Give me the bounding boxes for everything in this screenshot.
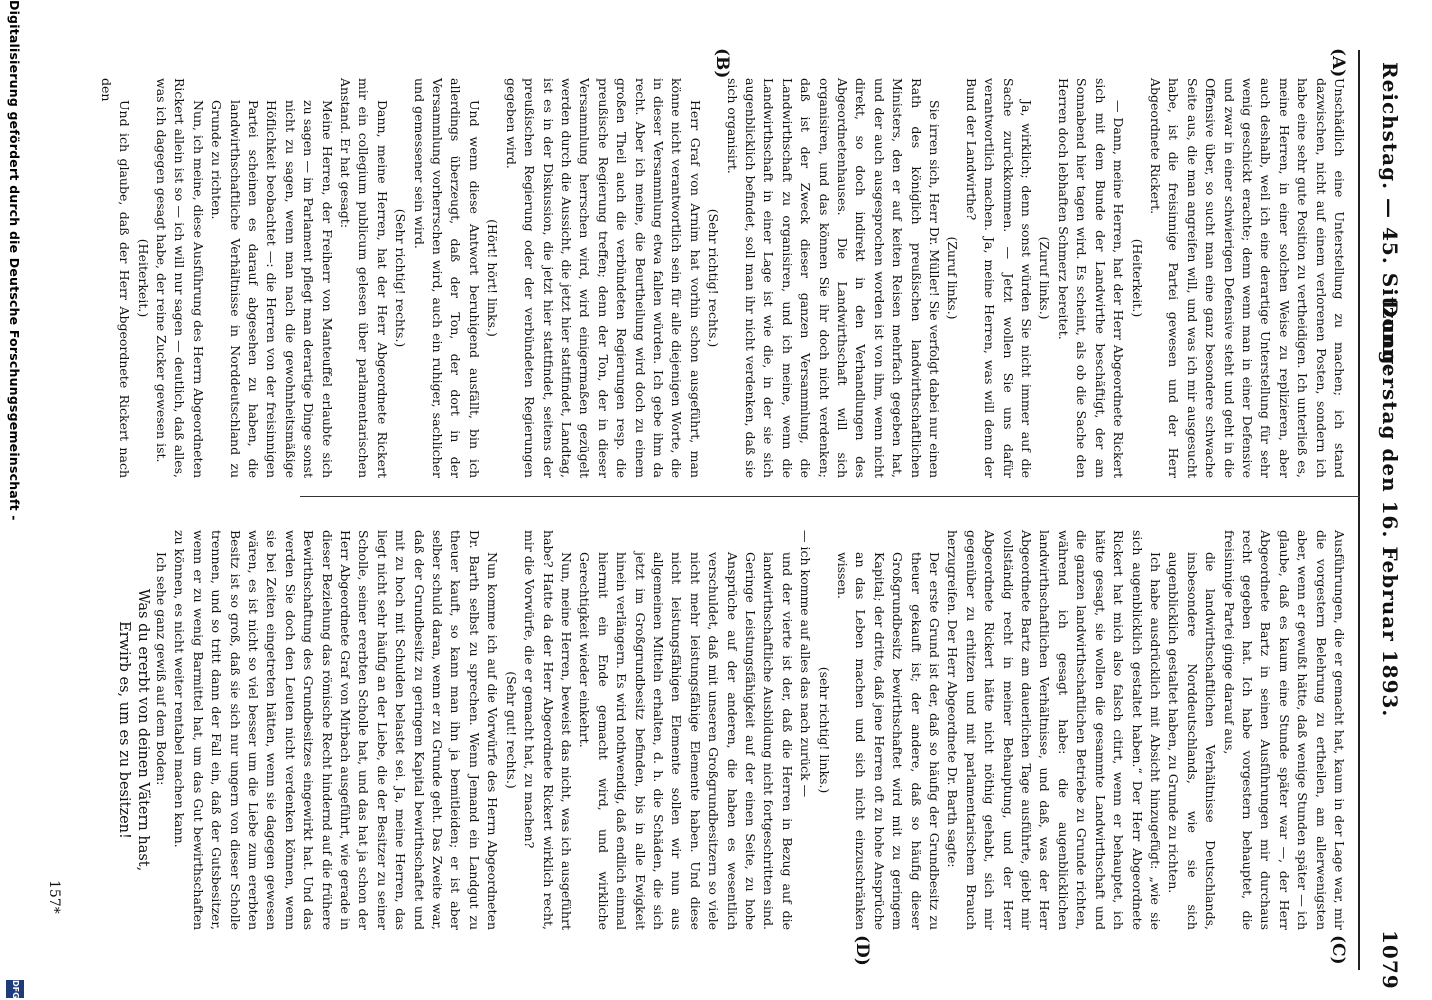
interjection: (sehr richtig! links.) bbox=[816, 666, 832, 794]
margin-marker-d: (D) bbox=[852, 935, 872, 966]
paragraph: Unschädlich eine Unterstellung zu machen; ich stand dazwischen, nicht auf einem verlorenen Posten, sondern ich habe eine sehr gute Position zu vertheidigen. Ich unterließ es, meine Herren, in einer solchen Weise zu replizieren, aber auch deshalb, weil ich eine derartige Unterstellung für sehr wenig geschickt erachte; denn wenn man in einer Defensive und zwar in einer schwierigen Defensive steht und geht in die Offensive über, so sucht man eine ganz besondere schwache Seite aus, die man angreifen will, und was ich mir ausgesucht habe, ist die freisinnige Partei gewesen und der Herr Abgeordnete Rickert. bbox=[1147, 78, 1347, 478]
interjection: (Sehr richtig! rechts.) bbox=[706, 208, 722, 348]
paragraph: Dann, meine Herren, hat der Herr Abgeordnete Rickert mir ein collegium publicum gelesen über parlamentarischen Anstand. Er hat gesagt: bbox=[338, 78, 390, 478]
dfg-logo-icon: DFG bbox=[6, 980, 24, 998]
margin-marker-c: (C) bbox=[1328, 935, 1348, 965]
quotation: Der erste Grund ist der, daß so häufig der Grundbesitz zu theuer gekauft ist; der andere, daß so häufig dieser Großgrundbesitz bewirthschaftet wird mit zu geringem Kapital; der dritte, daß jene Herren oft zu hohe Ansprüche an das Leben machen und sich nicht einzuschränken wissen. bbox=[835, 552, 943, 930]
paragraph: Nun komme ich auf die Vorwürfe des Herrn Abgeordneten Dr. Barth selbst zu sprechen. Wenn Jemand ein Landgut zu theuer kauft, so kann man ihn ja bemitleiden; er ist aber selber schuld daran, wenn er zu Grunde geht. Das Zweite war, daß der Grundbesitz zu geringem Kapital bewirthschaftet und mit zu hoch mit Schulden belastet sei. Ja, meine Herren, das liegt nicht sehr häufig an der Liebe, die der Besitzer zu seiner Scholle, seiner ererbten Scholle hat, und das hat ja schon der Herr Abgeordnete Graf von Mirbach ausgeführt, wie gerade in dieser Beziehung das römische Recht hindernd auf die frühere Bewirthschaftung des Grundbesitzes eingewirkt hat. Und das werden Sie doch den Leuten nicht verdenken können, wenn sie bei Zeiten eingetreten hätten, wenn sie dagegen gewesen wären, es ist nicht so viel besser um die Liebe zum ererbten Besitz ist so groß, daß sie sich nur ungern von dieser Scholle trennen, und so tritt dann der Fall ein, daß der Gutsbesitzer, wenn er zu wenig Barmittel hat, um das Gut bewirthschaften zu können, es nicht weiter rentabel machen kann. bbox=[172, 530, 501, 930]
column-divider bbox=[300, 496, 1360, 497]
paragraph: Sie irren sich, Herr Dr. Müller! Sie verfolgt dabei nur einen Rath des königlich preußischen landwirthschaftlichen Ministers, den er auf keiten Reisen mehrfach gegeben hat, und der auch ausgesprochen worden ist von ihm, wenn nicht direkt, so doch indirekt in den Verhandlungen des Abgeordnetenhauses. Die Landwirthschaft will sich organisiren, und das können Sie ihr doch nicht verdenken; daß ist der Zweck dieser ganzen Versammlung, die Landwirthschaft zu organisiren, und ich meine, wenn die Landwirthschaft in einer Lage ist wie die, in der sie sich augenblicklich befindet, soll man ihr nicht verdenken, daß sie sich organisirt. bbox=[724, 78, 943, 479]
page-number: 1079 bbox=[1378, 930, 1402, 990]
quotation: die landwirthschaftlichen Verhältnisse Deutschlands, insbesondere Norddeutschlands, wie sie sich augenblicklich gestaltet haben, zu Grunde zu richten. bbox=[1166, 552, 1219, 930]
digitization-footer bbox=[0, 0, 28, 1000]
interjection: (Sehr gut! rechts.) bbox=[503, 671, 519, 789]
interjection: (Heiterkeit.) bbox=[135, 238, 151, 318]
interjection: (Heiterkeit.) bbox=[1129, 238, 1145, 318]
paragraph: Ich sehe ganz gewiß auf dem Boden: bbox=[154, 552, 169, 786]
paragraph: — ich komme auf alles das nach zurück — bbox=[798, 530, 814, 798]
interjection: (Sehr richtig! rechts.) bbox=[393, 208, 409, 348]
margin-marker-a: (A) bbox=[1328, 48, 1348, 78]
quotation: Meine Herren, der Freiherr von Manteuffel erlaubte sich zu sagen — im Parlament pflegt man derartige Dinge sonst nicht zu sagen, wenn man nach die gewohnheitsmäßige Höflichkeit beobachtet —: die Herren von der freisinnigen Partei scheinen es darauf abgesehen zu haben, die landwirthschaftliche Verhältnisse in Norddeutschland zu Grunde zu richten. bbox=[209, 100, 335, 478]
paragraph: Und ich glaube, daß der Herr Abgeordnete Rickert nach den bbox=[98, 78, 133, 478]
margin-marker-b: (B) bbox=[712, 48, 732, 79]
paragraph: — Dann, meine Herren, hat der Herr Abgeordnete Rickert sich mit dem Bunde der Landwirthe beschäftigt, der am Sonnabend hier tagen wird. Es scheint, als ob die Sache den Herren doch lebhaften Schmerz bereitet. bbox=[1055, 78, 1127, 478]
header-date: Donnerstag den 16. Februar 1893. bbox=[1378, 300, 1402, 718]
paragraph: Herr Graf von Arnim hat vorhin schon ausgeführt, man könne nicht verantwortlich sein für alle diejenigen Worte, die in dieser Versammlung etwa fallen würden. Ich gebe ihm da recht. Aber ich meine, die Beurtheilung wird doch zu einem großen Theil auch die verbündeten Regierungen resp. die preußische Regierung treffen; denn der Ton, der in dieser Versammlung herrschen wird, wird einigermaßen gezügelt werden durch die Aussicht, die jetzt hier stattfindet, Landtag, ist es in der Diskussion, die jetzt hier stattfindet, seitens der preußischen Regierung oder der verbündeten Regierungen gegeben wird. bbox=[503, 78, 703, 478]
paragraph: Ausführungen, die er gemacht hat, kaum in der Lage war, mir die vorgestern Belehrung zu ertheilen, am allerwenigsten aber, wenn er gewußt hätte, daß wenige Stunden später — ich glaube, daß es kaum eine Stunde später war —, der Herr Abgeordnete Bartz in seinen Ausführungen mir durchaus recht gegeben hat. Ich habe vorgestern behauptet, die freisinnige Partei ginge darauf aus, bbox=[1221, 530, 1347, 930]
page-signature: 157* bbox=[46, 880, 62, 914]
header-rule bbox=[1358, 50, 1360, 970]
header-title: Reichstag. — 45. Sitzung. bbox=[1378, 62, 1402, 374]
paragraph: Nun, ich meine, diese Ausführung des Herrn Abgeordneten Rickert allein ist so — ich will nur sagen — deutlich, daß alles, was ich dagegen gesagt habe, der reine Zucker gewesen ist. bbox=[154, 78, 206, 479]
right-column bbox=[115, 530, 1348, 930]
interjection: (Zuruf links.) bbox=[1037, 236, 1053, 320]
footer-credit: Digitalisierung gefördert durch die Deutsche Forschungsgemeinschaft - bbox=[7, 0, 22, 521]
verse-line: Erwirb es, um es zu besitzen! bbox=[116, 621, 133, 839]
interjection: (Hört! hört! links.) bbox=[485, 219, 501, 337]
interjection: (Zuruf links.) bbox=[945, 236, 961, 320]
paragraph: Nun, meine Herren, beweist das nicht, was ich ausgeführt habe? Hatte da der Herr Abgeordnete Rickert wirklich recht, mir die Vorwürfe, die er gemacht hat, zu machen? bbox=[522, 530, 574, 930]
paragraph: Ich habe ausdrücklich mit Absicht hinzugefügt: „wie sie sich augenblicklich gestaltet haben.“ Der Herr Abgeordnete Rickert hat mich also falsch citirt, wenn er behauptet, ich hätte gesagt, sie wollen die gesammte Landwirthschaft und die ganzen landwirthschaftlichen Betriebe zu Grunde richten, während ich gesagt habe: die augenblicklichen landwirthschaftlichen Verhältnisse, und daß, was der Herr Abgeordnete Bartz am dauerlichen Tage ausführte, giebt mir vollständig recht in meiner Behauptung, und der Herr Abgeordnete Rickert hätte nicht nöthig gehabt, sich mir gegenüber zu erhitzen und mit parlamentarischem Brauch herzugreifen. Der Herr Abgeordnete Dr. Barth sagte: bbox=[945, 530, 1163, 930]
paragraph: Und wenn diese Antwort beruhigend ausfällt, bin ich allerdings überzeugt, daß der Ton, der dort in der Versammlung vorherrschen wird, auch ein ruhiger, sachlicher und gemessener sein wird. bbox=[411, 78, 482, 478]
paragraph: Ja, wirklich; denn sonst würden Sie nicht immer auf die Sache zurückkommen. — Jetzt wollen Sie uns dafür verantwortlich machen. Ja, meine Herren, was will denn der Bund der Landwirthe? bbox=[963, 78, 1035, 478]
left-column bbox=[96, 78, 1348, 478]
page-header bbox=[1352, 0, 1432, 1000]
quotation: und der vierte ist der, daß die Herren in Bezug auf die landwirthschaftliche Ausbildung nicht fortgeschritten sind. Geringe Leistungsfähigkeit auf der einen Seite, zu hohe Ansprüche auf der anderen, die haben es wesentlich verschuldet, daß mit unseren Großgrundbesitzern so viele nicht mehr leistungsfähige Elemente haben. Und diese nicht leistungsfähigen Elemente sollen wir nun aus allgemeinen Mitteln erhalten, d. h. die Schäden, die sich jetzt im Großgrundbesitz befinden, bis in alle Ewigkeit hinein verlängern. Es wird nothwendig, daß endlich einmal hiermit ein Ende gemacht wird, und wirkliche Gerechtigkeit wieder einkehrt. bbox=[577, 552, 795, 930]
verse-line: Was du ererbt von deinen Vätern hast, bbox=[134, 588, 151, 872]
